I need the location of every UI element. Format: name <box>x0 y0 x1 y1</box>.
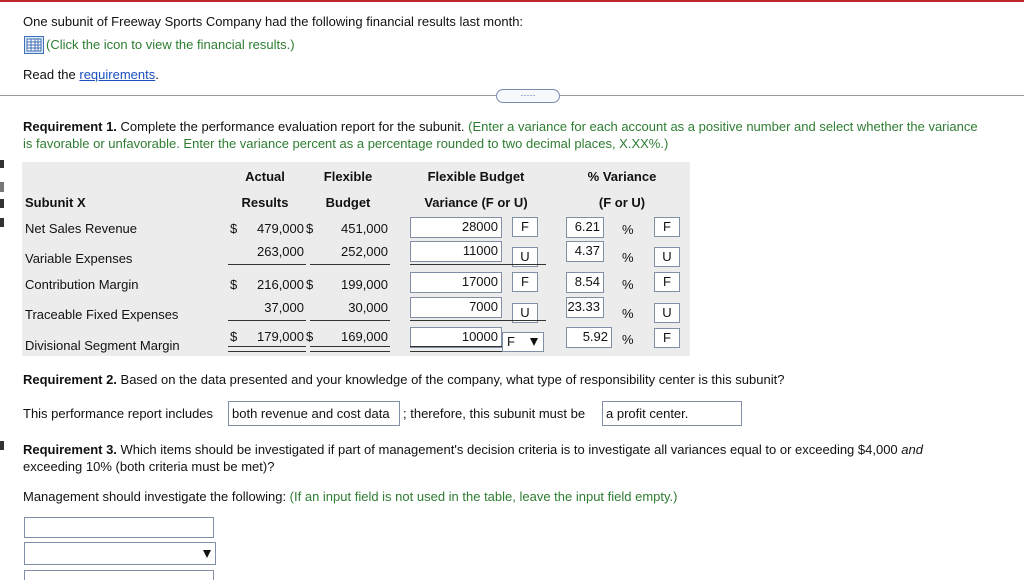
dollar-sign: $ <box>230 221 238 236</box>
budget-traceable-fixed: 30,000 <box>348 300 388 315</box>
req3-mgmt-note: (If an input field is not used in the table, leave the input field empty.) <box>289 489 678 504</box>
expand-more-button[interactable]: ····· <box>496 89 560 103</box>
fu-dropdown-divisional-segment-margin[interactable] <box>502 332 544 352</box>
dollar-sign: $ <box>306 329 314 344</box>
pct-fu-select-contribution-margin[interactable]: F <box>654 272 680 292</box>
left-edge-mark <box>0 218 4 227</box>
req3-text-1: Which items should be investigated if part of management's decision criteria is to investigate all variances equal to or exceeding $4,000 <box>116 442 902 457</box>
header-flexible-1: Flexible <box>323 169 373 184</box>
pct-fu-select-variable-expenses[interactable]: U <box>654 247 680 267</box>
variance-input-traceable-fixed[interactable]: 7000 <box>410 297 502 318</box>
subtotal-underline <box>228 320 306 321</box>
total-double-underline <box>310 346 390 352</box>
req2-sentence-a: This performance report includes <box>23 406 214 421</box>
subtotal-underline <box>310 320 390 321</box>
budget-contribution-margin: 199,000 <box>341 277 388 292</box>
pct-fu-select-net-sales[interactable]: F <box>654 217 680 237</box>
dollar-sign: $ <box>230 329 238 344</box>
spreadsheet-icon[interactable] <box>24 36 44 54</box>
variance-input-divisional-segment-margin[interactable]: 10000 <box>410 327 502 348</box>
actual-traceable-fixed: 37,000 <box>264 300 304 315</box>
actual-divisional-segment-margin: 179,000 <box>257 329 304 344</box>
dropdown-arrow-icon <box>203 550 211 558</box>
dollar-sign: $ <box>306 277 314 292</box>
row-label-traceable-fixed: Traceable Fixed Expenses <box>25 307 179 322</box>
pct-input-net-sales[interactable]: 6.21 <box>566 217 604 238</box>
budget-net-sales: 451,000 <box>341 221 388 236</box>
answer-input-1[interactable] <box>24 517 214 538</box>
req3-and: and <box>901 442 923 457</box>
dropdown-arrow-icon <box>530 338 538 346</box>
row-label-contribution-margin: Contribution Margin <box>25 277 139 292</box>
header-flexible-2: Budget <box>325 195 371 210</box>
req2-answer-dropdown-b[interactable]: a profit center. <box>602 401 742 426</box>
req2-answer-dropdown-a[interactable]: both revenue and cost data <box>228 401 400 426</box>
left-edge-mark <box>0 160 4 168</box>
actual-variable-expenses: 263,000 <box>257 244 304 259</box>
percent-sign: % <box>622 306 634 321</box>
req1-text: Complete the performance evaluation report for the subunit. <box>116 119 469 134</box>
subtotal-underline <box>410 320 546 321</box>
fu-select-contribution-margin[interactable]: F <box>512 272 538 292</box>
budget-divisional-segment-margin: 169,000 <box>341 329 388 344</box>
left-edge-mark <box>0 182 4 192</box>
view-results-link[interactable]: (Click the icon to view the financial results.) <box>46 37 295 52</box>
answer-input-2[interactable] <box>24 570 214 580</box>
subtotal-underline <box>410 264 546 265</box>
fu-select-variable-expenses[interactable]: U <box>512 247 538 267</box>
req3-question-2: exceeding 10% (both criteria must be met)? <box>23 459 275 474</box>
req3-question-1 <box>23 442 923 457</box>
req2-sentence-b: ; therefore, this subunit must be <box>403 406 586 421</box>
variance-input-contribution-margin[interactable]: 17000 <box>410 272 502 293</box>
header-subunit: Subunit X <box>25 195 86 210</box>
read-prefix: Read the <box>23 67 80 82</box>
header-actual-2: Results <box>241 195 289 210</box>
left-edge-mark <box>0 199 4 208</box>
req1-instruction-1: (Enter a variance for each account as a positive number and select whether the variance <box>468 119 978 134</box>
percent-sign: % <box>622 250 634 265</box>
budget-variable-expenses: 252,000 <box>341 244 388 259</box>
req2-label: Requirement 2. <box>23 372 117 387</box>
read-requirements-line <box>23 67 159 82</box>
fu-select-net-sales[interactable]: F <box>512 217 538 237</box>
req2-text: Based on the data presented and your knowledge of the company, what type of responsibility center is this subunit? <box>116 372 785 387</box>
fu-select-traceable-fixed[interactable]: U <box>512 303 538 323</box>
req2-question <box>23 372 784 387</box>
percent-sign: % <box>622 277 634 292</box>
header-pct-variance-2: (F or U) <box>598 195 646 210</box>
req3-management-line <box>23 489 678 504</box>
header-fbv-1: Flexible Budget <box>427 169 525 184</box>
left-edge-mark <box>0 441 4 450</box>
pct-input-divisional-segment-margin[interactable]: 5.92 <box>566 327 612 348</box>
fu-dropdown-value: F <box>507 334 515 349</box>
percent-sign: % <box>622 222 634 237</box>
dollar-sign: $ <box>306 221 314 236</box>
header-fbv-2: Variance (F or U) <box>424 195 528 210</box>
divider <box>558 95 1024 96</box>
req3-mgmt: Management should investigate the following: <box>23 489 290 504</box>
divider <box>0 95 496 96</box>
req1-label: Requirement 1. <box>23 119 117 134</box>
variance-input-net-sales[interactable]: 28000 <box>410 217 502 238</box>
subtotal-underline <box>228 264 306 265</box>
requirements-link[interactable]: requirements <box>79 67 156 82</box>
row-label-divisional-segment-margin: Divisional Segment Margin <box>25 338 180 353</box>
read-suffix: . <box>155 67 159 82</box>
req3-label: Requirement 3. <box>23 442 117 457</box>
row-label-variable-expenses: Variable Expenses <box>25 251 133 266</box>
header-pct-variance-1: % Variance <box>587 169 657 184</box>
req1-line1 <box>23 119 978 134</box>
variance-input-variable-expenses[interactable]: 11000 <box>410 241 502 262</box>
percent-sign: % <box>622 332 634 347</box>
actual-contribution-margin: 216,000 <box>257 277 304 292</box>
pct-input-contribution-margin[interactable]: 8.54 <box>566 272 604 293</box>
total-double-underline <box>228 346 306 352</box>
actual-net-sales: 479,000 <box>257 221 304 236</box>
req1-instruction-2: is favorable or unfavorable. Enter the variance percent as a percentage rounded to two decimal places, X.XX%.) <box>23 136 669 151</box>
header-actual-1: Actual <box>245 169 285 184</box>
intro-text: One subunit of Freeway Sports Company had the following financial results last month: <box>23 14 524 29</box>
pct-input-variable-expenses[interactable]: 4.37 <box>566 241 604 262</box>
top-accent-bar <box>0 0 1024 2</box>
dollar-sign: $ <box>230 277 238 292</box>
pct-fu-select-traceable-fixed[interactable]: U <box>654 303 680 323</box>
row-label-net-sales: Net Sales Revenue <box>25 221 138 236</box>
answer-dropdown-1[interactable] <box>24 542 216 565</box>
pct-fu-select-divisional-segment-margin[interactable]: F <box>654 328 680 348</box>
pct-input-traceable-fixed[interactable]: 23.33 <box>566 297 604 318</box>
total-double-underline <box>410 346 502 352</box>
subtotal-underline <box>310 264 390 265</box>
